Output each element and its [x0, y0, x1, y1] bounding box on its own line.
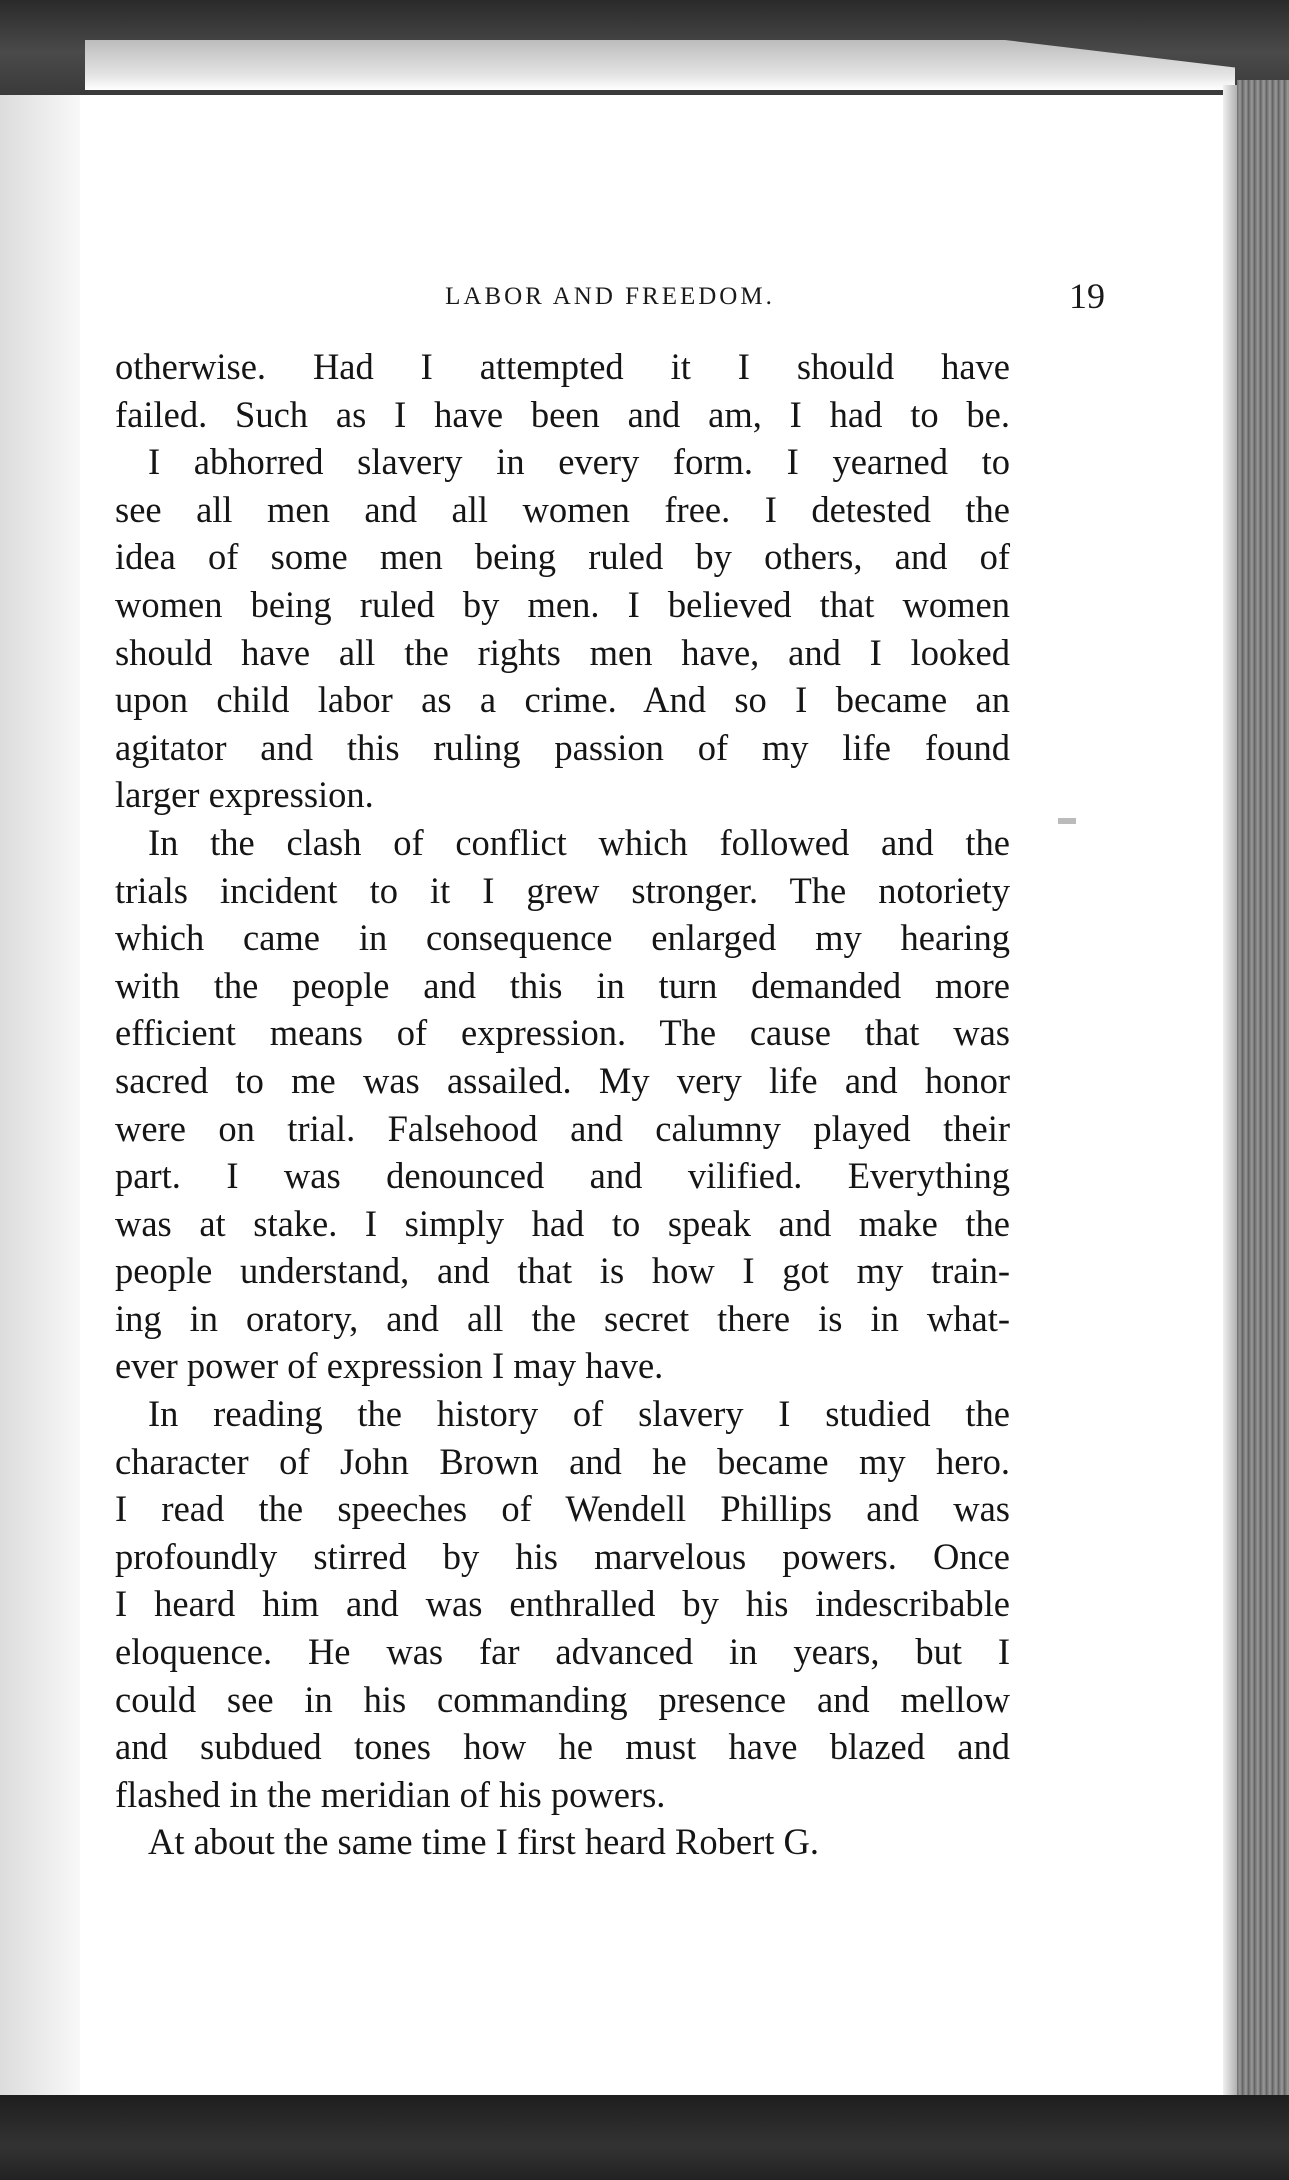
- ink-speck: [1058, 818, 1076, 824]
- text-line: women being ruled by men. I believed that women: [115, 583, 1010, 625]
- scan-left-gutter: [0, 95, 80, 2095]
- text-line: idea of some men being ruled by others, and of: [115, 536, 1010, 578]
- text-line: agitator and this ruling passion of my life found: [115, 726, 1010, 768]
- text-line: see all men and all women free. I detested the: [115, 488, 1010, 530]
- text-line: upon child labor as a crime. And so I became an: [115, 679, 1010, 721]
- scan-bottom-border: [0, 2095, 1289, 2180]
- text-line: eloquence. He was far advanced in years, but I: [115, 1631, 1010, 1673]
- text-line: should have all the rights men have, and I looked: [115, 631, 1010, 673]
- text-line: In the clash of conflict which followed and the: [148, 821, 1010, 863]
- text-line: trials incident to it I grew stronger. The notoriety: [115, 869, 1010, 911]
- text-line: flashed in the meridian of his powers.: [115, 1773, 666, 1815]
- text-line: was at stake. I simply had to speak and make the: [115, 1202, 1010, 1244]
- text-line: ing in oratory, and all the secret there is in what-: [115, 1297, 1010, 1339]
- text-line: could see in his commanding presence and mellow: [115, 1678, 1010, 1720]
- text-line: sacred to me was assailed. My very life and honor: [115, 1059, 1010, 1101]
- text-line: part. I was denounced and vilified. Everything: [115, 1155, 1010, 1197]
- text-line: efficient means of expression. The cause that was: [115, 1012, 1010, 1054]
- text-line: I read the speeches of Wendell Phillips and was: [115, 1488, 1010, 1530]
- text-line: people understand, and that is how I got my train-: [115, 1250, 1010, 1292]
- page-header: [95, 276, 1105, 333]
- text-line: profoundly stirred by his marvelous powers. Once: [115, 1535, 1010, 1577]
- text-line: character of John Brown and he became my hero.: [115, 1440, 1010, 1482]
- text-line: failed. Such as I have been and am, I had to be.: [115, 393, 1010, 435]
- text-line: with the people and this in turn demanded more: [115, 964, 1010, 1006]
- body-text: [115, 343, 1010, 1866]
- text-line: otherwise. Had I attempted it I should have: [115, 346, 1010, 387]
- text-line: and subdued tones how he must have blazed and: [115, 1726, 1010, 1768]
- page-number: 19: [1069, 276, 1105, 316]
- book-edge: [1237, 80, 1289, 2100]
- scan-top-border: [0, 0, 1289, 95]
- page-edge-shadow: [1223, 85, 1237, 2095]
- text-line: were on trial. Falsehood and calumny played their: [115, 1107, 1010, 1149]
- text-line: which came in consequence enlarged my hearing: [115, 917, 1010, 959]
- running-head: LABOR AND FREEDOM.: [445, 283, 775, 310]
- text-line: At about the same time I first heard Robert G.: [148, 1821, 820, 1863]
- text-line: larger expression.: [115, 774, 374, 816]
- book-page: [95, 95, 1215, 2095]
- text-line: I heard him and was enthralled by his indescribable: [115, 1583, 1010, 1625]
- text-line: I abhorred slavery in every form. I yearned to: [148, 441, 1010, 483]
- text-line: In reading the history of slavery I studied the: [148, 1393, 1010, 1435]
- text-line: ever power of expression I may have.: [115, 1345, 664, 1387]
